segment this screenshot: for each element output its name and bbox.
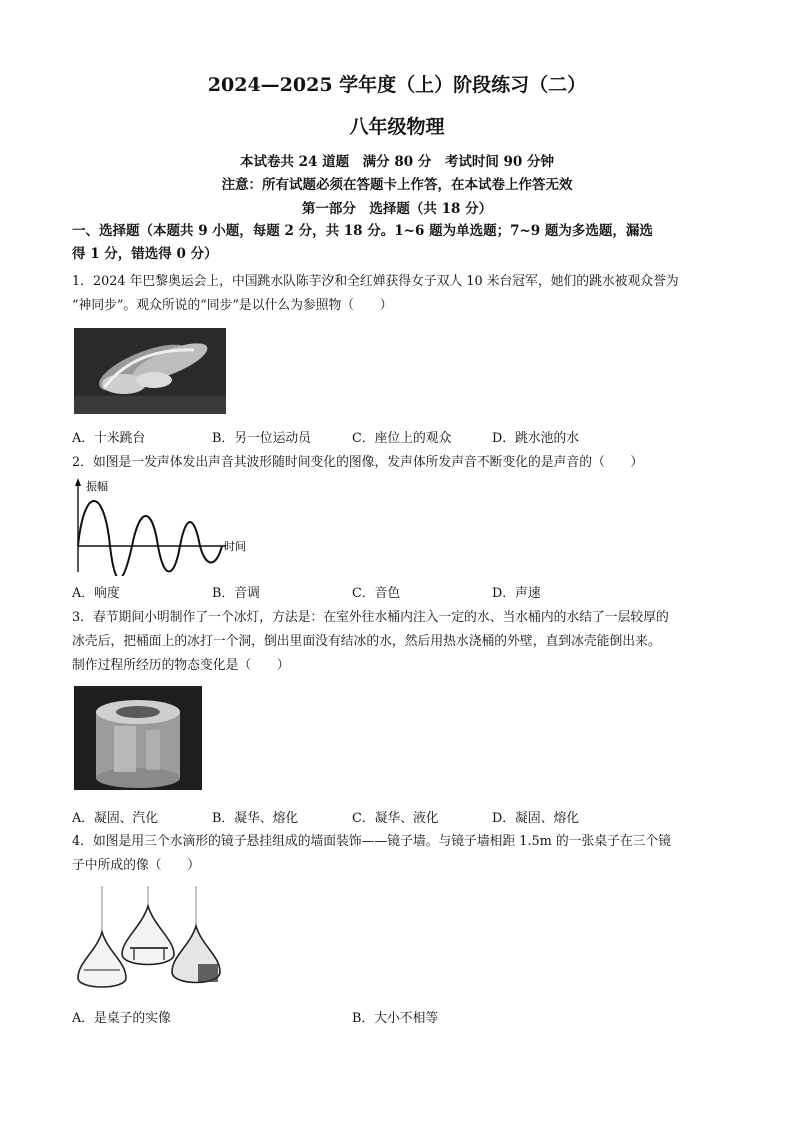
part-heading: 第一部分 选择题（共 18 分） bbox=[301, 201, 493, 217]
question-3-line3: 制作过程所经历的物态变化是（ ） bbox=[72, 658, 290, 673]
sound-wave bbox=[78, 501, 222, 576]
question-2-line1: 2．如图是一发声体发出声音其波形随时间变化的图像，发声体所发声音不断变化的是声音的（ ） bbox=[72, 455, 644, 470]
exam-notice: 注意：所有试题必须在答题卡上作答，在本试卷上作答无效 bbox=[221, 177, 573, 193]
q2-option-d: D．声速 bbox=[492, 586, 541, 601]
q1-option-c: C．座位上的观众 bbox=[352, 431, 452, 446]
q1-option-b: B．另一位运动员 bbox=[212, 431, 311, 446]
question-1-stem bbox=[72, 270, 732, 318]
question-4-stem bbox=[72, 830, 732, 878]
q4-option-b: B．大小不相等 bbox=[352, 1011, 439, 1026]
diving-photo bbox=[74, 328, 226, 414]
q2-option-b: B．音调 bbox=[212, 586, 260, 601]
q2-option-a: A．响度 bbox=[72, 586, 120, 601]
y-axis-label: 振幅 bbox=[86, 480, 108, 493]
section-heading bbox=[72, 220, 732, 266]
ice-lantern-photo bbox=[74, 686, 202, 790]
q3-option-c: C．凝华、液化 bbox=[352, 811, 439, 826]
q2-option-c: C．音色 bbox=[352, 586, 401, 601]
q3-option-a: A．凝固、汽化 bbox=[72, 811, 159, 826]
question-1-line1: 1．2024 年巴黎奥运会上，中国跳水队陈芋汐和全红婵获得女子双人 10 米台冠军，她们的跳水被观众誉为 bbox=[72, 274, 679, 289]
question-1-line2: “神同步”。观众所说的“同步”是以什么为参照物（ ） bbox=[72, 298, 393, 313]
q1-option-a: A．十米跳台 bbox=[72, 431, 146, 446]
q3-option-d: D．凝固、熔化 bbox=[492, 811, 580, 826]
mirror-middle bbox=[122, 906, 174, 965]
question-3-stem bbox=[72, 606, 732, 678]
mirror-left bbox=[78, 932, 126, 987]
q3-option-b: B．凝华、熔化 bbox=[212, 811, 299, 826]
exam-title: 2024—2025 学年度（上）阶段练习（二） bbox=[207, 74, 587, 96]
mirror-wall-figure bbox=[72, 886, 222, 994]
x-axis-label: 时间 bbox=[224, 540, 246, 553]
question-3-line1: 3．春节期间小明制作了一个冰灯，方法是：在室外往水桶内注入一定的水、当水桶内的水结了一层较厚的 bbox=[72, 610, 669, 625]
y-axis-arrow bbox=[75, 478, 81, 486]
question-3-line2: 冰壳后，把桶面上的冰打一个洞，倒出里面没有结冰的水，然后用热水浇桶的外壁，直到冰壳能倒出来。 bbox=[72, 634, 661, 649]
q4-option-a: A．是桌子的实像 bbox=[72, 1011, 171, 1026]
question-4-line1: 4．如图是用三个水滴形的镜子悬挂组成的墙面装饰——镜子墙。与镜子墙相距 1.5m 的一张桌子在三个镜 bbox=[72, 834, 672, 849]
question-2-stem bbox=[72, 451, 732, 475]
section-heading-line1: 一、选择题（本题共 9 小题，每题 2 分，共 18 分。1~6 题为单选题；7~9 题为多选题，漏选 bbox=[72, 223, 653, 239]
q1-option-d: D．跳水池的水 bbox=[492, 431, 580, 446]
exam-subject: 八年级物理 bbox=[349, 116, 445, 138]
waveform-graph bbox=[66, 476, 256, 576]
question-4-line2: 子中所成的像（ ） bbox=[72, 858, 200, 873]
exam-info: 本试卷共 24 道题 满分 80 分 考试时间 90 分钟 bbox=[239, 154, 555, 170]
section-heading-line2: 得 1 分，错选得 0 分） bbox=[72, 246, 218, 262]
